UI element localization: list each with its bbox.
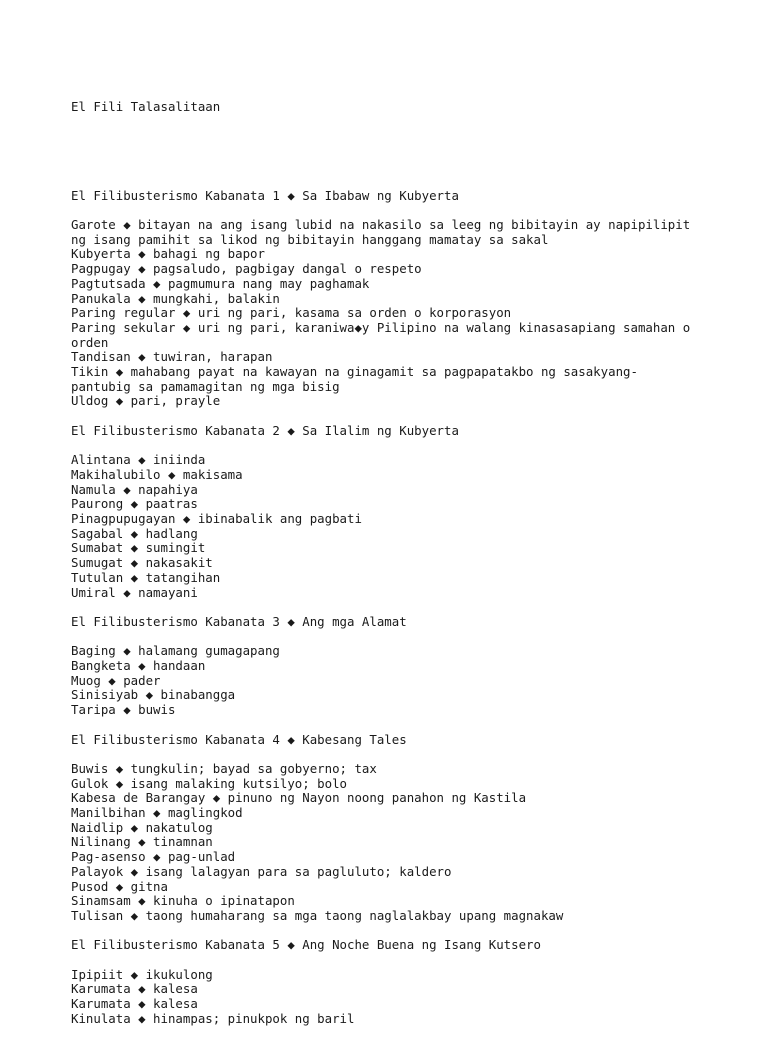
chapter-heading: El Filibusterismo Kabanata 1 ◆ Sa Ibabaw ng Kubyerta (71, 187, 459, 203)
glossary-entry: orden (71, 334, 109, 350)
spacer (71, 953, 711, 968)
glossary-entry: Nilinang ◆ tinamnan (71, 834, 213, 850)
document-title: El Fili Talasalitaan (71, 99, 221, 115)
glossary-entry: Taripa ◆ buwis (71, 702, 176, 718)
spacer (71, 145, 711, 160)
glossary-entry: Pag-asenso ◆ pag-unlad (71, 849, 236, 865)
glossary-entry: Makihalubilo ◆ makisama (71, 466, 243, 482)
glossary-entry: Uldog ◆ pari, prayle (71, 393, 221, 409)
chapter-section (71, 938, 711, 1026)
chapter-section (71, 424, 711, 615)
glossary-entry: Alintana ◆ iniinda (71, 452, 206, 468)
glossary-entry: Sagabal ◆ hadlang (71, 525, 198, 541)
glossary-entry: Garote ◆ bitayan na ang isang lubid na nakasilo sa leeg ng bibitayin ay napipilipit (71, 217, 691, 232)
glossary-entry: Paring regular ◆ uri ng pari, kasama sa orden o korporasyon (71, 305, 512, 321)
document-page (71, 71, 711, 1041)
glossary-entry: Paring sekular ◆ uri ng pari, karaniwa◆y Pilipino na walang kinasasapiang samahan o (71, 319, 691, 335)
spacer (71, 630, 711, 645)
glossary-entry: Tulisan ◆ taong humaharang sa mga taong naglalakbay upang magnakaw (71, 907, 564, 923)
glossary-entry: Panukala ◆ mungkahi, balakin (71, 290, 280, 306)
spacer (71, 924, 711, 939)
glossary-entry: Baging ◆ halamang gumagapang (71, 643, 280, 659)
glossary-entry: Namula ◆ napahiya (71, 481, 198, 497)
glossary-entry: Kabesa de Barangay ◆ pinuno ng Nayon noong panahon ng Kastila (71, 790, 527, 806)
chapter-section (71, 733, 711, 939)
glossary-entry: ng isang pamihit sa likod ng bibitayin hanggang mamatay sa sakal (71, 231, 549, 247)
glossary-entry: Pagtutsada ◆ pagmumura nang may paghamak (71, 275, 370, 291)
glossary-entry: Muog ◆ pader (71, 672, 161, 688)
spacer (71, 439, 711, 454)
glossary-entry: Sumabat ◆ sumingit (71, 540, 206, 556)
glossary-entry: Palayok ◆ isang lalagyan para sa pagluluto; kaldero (71, 863, 452, 879)
glossary-entry: Manilbihan ◆ maglingkod (71, 805, 243, 821)
glossary-entry: Karumata ◆ kalesa (71, 996, 198, 1012)
glossary-entry: Paurong ◆ paatras (71, 496, 198, 512)
glossary-entry: Gulok ◆ isang malaking kutsilyo; bolo (71, 775, 348, 791)
glossary-entry: Tikin ◆ mahabang payat na kawayan na ginagamit sa pagpapatakbo ng sasakyang- (71, 364, 638, 380)
chapter-heading: El Filibusterismo Kabanata 3 ◆ Ang mga Alamat (71, 613, 407, 629)
spacer (71, 718, 711, 733)
glossary-entry: Buwis ◆ tungkulin; bayad sa gobyerno; tax (71, 760, 377, 776)
glossary-entry: pantubig sa pamamagitan ng mga bisig (71, 378, 340, 394)
glossary-entry: Tutulan ◆ tatangihan (71, 569, 221, 585)
chapter-section (71, 615, 711, 733)
glossary-entry: Karumata ◆ kalesa (71, 981, 198, 997)
sections-container (71, 189, 711, 1027)
glossary-entry: Pinagpupugayan ◆ ibinabalik ang pagbati (71, 511, 362, 527)
chapter-section (71, 189, 711, 424)
glossary-entry: Umiral ◆ namayani (71, 584, 198, 600)
glossary-entry: Ipipiit ◆ ikukulong (71, 966, 213, 982)
chapter-heading: El Filibusterismo Kabanata 5 ◆ Ang Noche Buena ng Isang Kutsero (71, 937, 541, 953)
chapter-heading: El Filibusterismo Kabanata 4 ◆ Kabesang Tales (71, 731, 407, 747)
glossary-entry: Kinulata ◆ hinampas; pinukpok ng baril (71, 1010, 355, 1026)
glossary-entry: Pusod ◆ gitna (71, 878, 168, 894)
spacer (71, 203, 711, 218)
glossary-entry: Naidlip ◆ nakatulog (71, 819, 213, 835)
spacer (71, 600, 711, 615)
chapter-heading: El Filibusterismo Kabanata 2 ◆ Sa Ilalim ng Kubyerta (71, 422, 459, 438)
spacer (71, 409, 711, 424)
glossary-entry: Sinisiyab ◆ binabangga (71, 687, 236, 703)
glossary-entry: Sumugat ◆ nakasakit (71, 555, 213, 571)
glossary-entry: Sinamsam ◆ kinuha o ipinatapon (71, 893, 295, 909)
spacer (71, 747, 711, 762)
glossary-entry: Tandisan ◆ tuwiran, harapan (71, 349, 273, 365)
glossary-entry: Pagpugay ◆ pagsaludo, pagbigay dangal o respeto (71, 261, 422, 277)
glossary-entry: Kubyerta ◆ bahagi ng bapor (71, 246, 265, 262)
glossary-entry: Bangketa ◆ handaan (71, 658, 206, 674)
